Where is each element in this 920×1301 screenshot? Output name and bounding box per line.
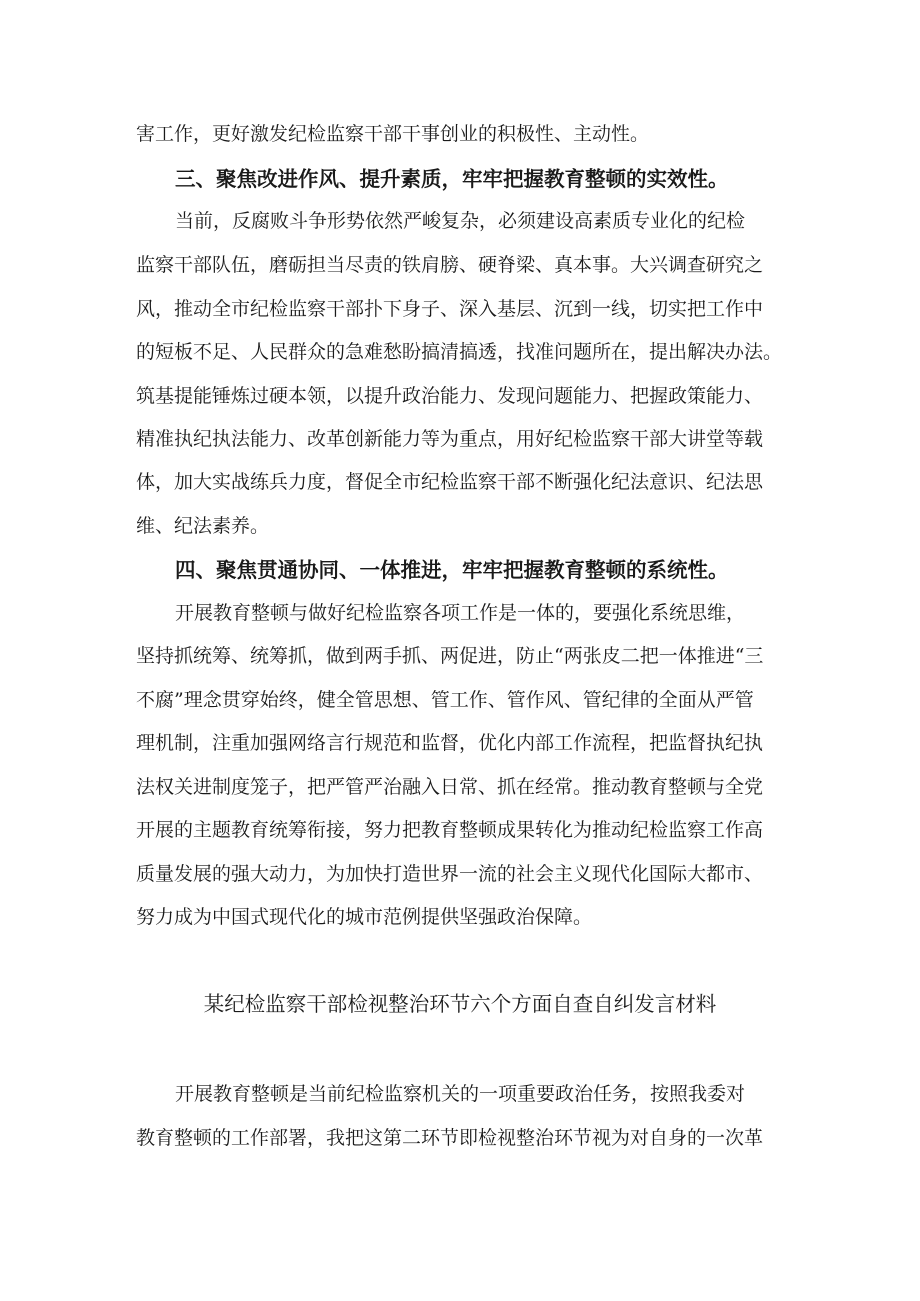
paragraph-line: 害工作，更好激发纪检监察干部干事创业的积极性、主动性。 (136, 123, 650, 145)
paragraph-line: 努力成为中国式现代化的城市范例提供坚强政治保障。 (136, 906, 593, 928)
paragraph-line: 开展的主题教育统筹衔接，努力把教育整顿成果转化为推动纪检监察工作高 (136, 819, 764, 841)
article-title: 某纪检监察干部检视整治环节六个方面自查自纠发言材料 (203, 992, 717, 1016)
paragraph-line: 法权关进制度笼子，把严管严治融入日常、抓在经常。推动教育整顿与全党 (136, 776, 764, 798)
paragraph-line: 不腐”理念贯穿始终，健全管思想、管工作、管作风、管纪律的全面从严管 (136, 689, 754, 711)
paragraph-line: 开展教育整顿与做好纪检监察各项工作是一体的，要强化系统思维， (175, 602, 746, 624)
paragraph-line: 开展教育整顿是当前纪检监察机关的一项重要政治任务，按照我委对 (175, 1083, 746, 1105)
paragraph-line: 理机制，注重加强网络言行规范和监督，优化内部工作流程，把监督执纪执 (136, 732, 764, 754)
paragraph-line: 教育整顿的工作部署，我把这第二环节即检视整治环节视为对自身的一次革 (136, 1127, 764, 1149)
paragraph-line: 风，推动全市纪检监察干部扑下身子、深入基层、沉到一线，切实把工作中 (136, 298, 764, 320)
paragraph-line: 精准执纪执法能力、改革创新能力等为重点，用好纪检监察干部大讲堂等载 (136, 428, 764, 450)
paragraph-line: 监察干部队伍，磨砺担当尽责的铁肩膀、硬脊梁、真本事。大兴调查研究之 (136, 254, 764, 276)
paragraph-line: 的短板不足、人民群众的急难愁盼搞清搞透，找准问题所在，提出解决办法。 (136, 341, 783, 363)
section-heading: 四、聚焦贯通协同、一体推进，牢牢把握教育整顿的系统性。 (175, 558, 729, 582)
paragraph-line: 筑基提能锤炼过硬本领，以提升政治能力、发现问题能力、把握政策能力、 (136, 385, 764, 407)
paragraph-line: 坚持抓统筹、统筹抓，做到两手抓、两促进，防止“两张皮二把一体推进“三 (136, 645, 764, 667)
paragraph-line: 质量发展的强大动力，为加快打造世界一流的社会主义现代化国际大都市、 (136, 863, 764, 885)
section-heading: 三、聚焦改进作风、提升素质，牢牢把握教育整顿的实效性。 (175, 167, 729, 191)
paragraph-line: 当前，反腐败斗争形势依然严峻复杂，必须建设高素质专业化的纪检 (175, 210, 746, 232)
paragraph-line: 体，加大实战练兵力度，督促全市纪检监察干部不断强化纪法意识、纪法思 (136, 471, 764, 493)
paragraph-line: 维、纪法素养。 (136, 515, 270, 537)
